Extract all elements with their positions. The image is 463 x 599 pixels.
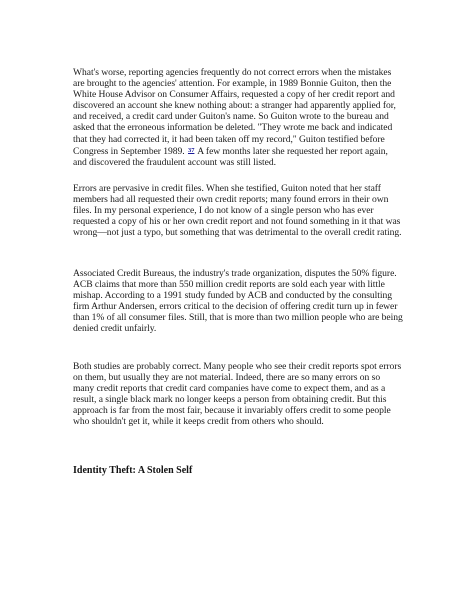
paragraph-text: What's worse, reporting agencies frequently do not correct errors when the mistakes are brought to the agencies' attention. For example, in 1989 Bonnie Guiton, then the White House Advisor on Consumer Affairs, requested a copy of her credit report and discovered an account she knew nothing about: a stranger had apparently applied for, and received, a credit card under Guiton's name. So Guiton wrote to the bureau and asked that the erroneous information be deleted. "They wrote me back and indicated that they had corrected it, it had been taken off my record," Guiton testified before Congress in September 1989. — [73, 67, 396, 157]
paragraph-both-studies: Both studies are probably correct. Many people who see their credit reports spot errors on them, but usually they are not material. Indeed, there are so many errors on so many credit reports that credit card companies have come to expect them, and as a result, a single black mark no longer keeps a person from obtaining credit. But this approach is far from the most fair, because it invariably offers credit to some people who shouldn't get it, while it keeps credit from others who should. — [73, 361, 402, 428]
paragraph-acb-dispute: Associated Credit Bureaus, the industry's trade organization, disputes the 50% figure. ACB claims that more than 550 million credit reports are sold each year with little mishap. According to a 1991 study funded by ACB and conducted by the consulting firm Arthur Andersen, errors critical to the decision of offering credit turn up in fewer than 1% of all consumer files. Still, that is more than two million people who are being denied credit unfairly. — [73, 268, 403, 335]
section-heading: Identity Theft: A Stolen Self — [73, 465, 193, 476]
footnote-link[interactable]: 37 — [188, 146, 195, 154]
paragraph-guiton-errors — [73, 67, 403, 168]
paragraph-text-continued: A few months later she requested her report again, and discovered the fraudulent account was still listed. — [73, 145, 388, 168]
paragraph-errors-pervasive: Errors are pervasive in credit files. When she testified, Guiton noted that her staff members had all requested their own credit reports; many found errors in their own files. In my personal experience, I do not know of a single person who has ever requested a copy of his or her own credit report and not found something in it that was wrong—not just a typo, but something that was detrimental to the overall credit rating. — [73, 183, 402, 239]
